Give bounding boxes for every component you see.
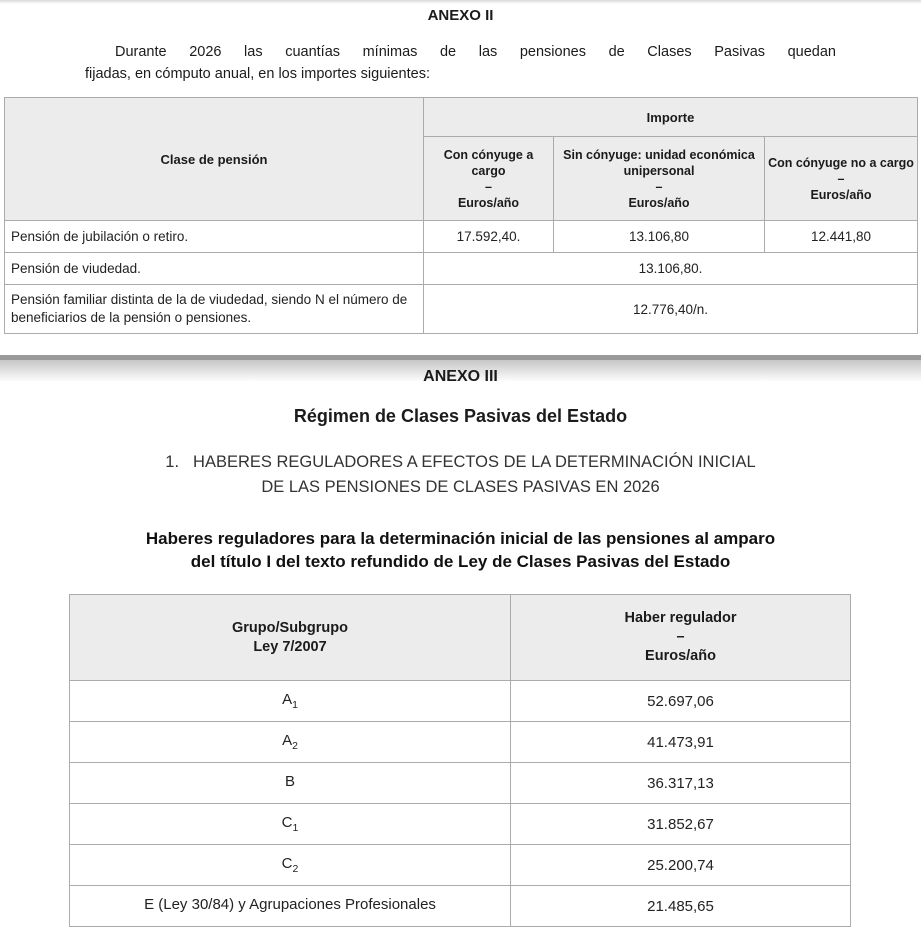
group-cell bbox=[70, 886, 511, 927]
pension-class-cell: Pensión de viudedad. bbox=[5, 253, 424, 285]
column-unit: Euros/año bbox=[645, 648, 716, 664]
group-label: E (Ley 30/84) y Agrupaciones Profesionales bbox=[144, 896, 436, 913]
column-title: Grupo/Subgrupo bbox=[232, 619, 348, 636]
column-dash: – bbox=[485, 179, 492, 194]
group-cell bbox=[70, 804, 511, 845]
group-cell bbox=[70, 681, 511, 722]
page-edge-top bbox=[0, 0, 921, 4]
group-label: A bbox=[282, 691, 293, 708]
amount-cell: 21.485,65 bbox=[511, 886, 851, 927]
column-unit: Euros/año bbox=[457, 195, 520, 210]
table-row bbox=[70, 804, 851, 845]
section-number: 1. bbox=[165, 453, 180, 471]
column-title: Con cónyuge no a cargo bbox=[768, 155, 914, 170]
haberes-subheading-line2: del título I del texto refundido de Ley de Clases Pasivas del Estado bbox=[190, 552, 731, 571]
section-1-heading bbox=[0, 450, 921, 500]
amount-cell: 41.473,91 bbox=[511, 722, 851, 763]
column-title: Con cónyuge a cargo bbox=[443, 147, 534, 178]
group-label: C bbox=[281, 855, 293, 872]
group-cell bbox=[70, 722, 511, 763]
pension-class-cell: Pensión de jubilación o retiro. bbox=[5, 221, 424, 253]
group-subscript: 2 bbox=[292, 740, 298, 752]
amount-cell: 12.441,80 bbox=[765, 221, 918, 253]
amount-cell-merged: 12.776,40/n. bbox=[424, 285, 918, 334]
anexo2-intro bbox=[85, 42, 836, 85]
group-label: A bbox=[282, 732, 293, 749]
column-title: Sin cónyuge: unidad económica unipersonal bbox=[563, 147, 755, 178]
group-subscript: 1 bbox=[292, 822, 299, 834]
amount-cell: 13.106,80 bbox=[554, 221, 765, 253]
column-dash: – bbox=[837, 171, 845, 186]
amount-cell: 31.852,67 bbox=[511, 804, 851, 845]
table-row bbox=[70, 681, 851, 722]
minimum-pensions-table bbox=[4, 97, 918, 334]
group-label: C bbox=[281, 814, 293, 831]
column-header-haber-regulador bbox=[511, 595, 851, 681]
haberes-subheading-line1: Haberes reguladores para la determinación inicial de las pensiones al amparo bbox=[145, 529, 776, 548]
anexo3-title: ANEXO III bbox=[423, 368, 498, 385]
regimen-subtitle: Régimen de Clases Pasivas del Estado bbox=[293, 406, 628, 426]
group-subscript: 2 bbox=[292, 863, 299, 875]
amount-cell: 25.200,74 bbox=[511, 845, 851, 886]
column-header-con-conyuge-a-cargo bbox=[424, 137, 554, 221]
table-row bbox=[5, 221, 918, 253]
column-header-con-conyuge-no-a-cargo bbox=[765, 137, 918, 221]
section-heading-text: HABERES REGULADORES A EFECTOS DE LA DETERMINACIÓN INICIAL bbox=[193, 453, 756, 471]
anexo2-title: ANEXO II bbox=[427, 7, 494, 24]
column-unit: Euros/año bbox=[628, 195, 690, 210]
column-header-grupo-subgrupo bbox=[70, 595, 511, 681]
haberes-reguladores-table bbox=[69, 594, 851, 927]
table-row bbox=[70, 886, 851, 927]
table-row bbox=[70, 845, 851, 886]
table-header-row bbox=[70, 595, 851, 681]
column-unit: Euros/año bbox=[810, 187, 872, 202]
anexo2-intro-line1: Durante 2026 las cuantías mínimas de las pensiones de Clases Pasivas quedan bbox=[115, 44, 836, 60]
pension-class-cell: Pensión familiar distinta de la de viudedad, siendo N el número de beneficiarios de la pensión o pensiones. bbox=[5, 285, 424, 334]
amount-cell: 52.697,06 bbox=[511, 681, 851, 722]
section-1-heading-line1 bbox=[0, 450, 921, 475]
column-title: Haber regulador bbox=[624, 610, 737, 626]
table-row bbox=[5, 253, 918, 285]
column-group-importe: Importe bbox=[424, 98, 918, 137]
amount-cell: 36.317,13 bbox=[511, 763, 851, 804]
column-dash: – bbox=[655, 179, 663, 194]
group-cell bbox=[70, 845, 511, 886]
anexo2-intro-line2: fijadas, en cómputo anual, en los importes siguientes: bbox=[85, 65, 430, 82]
table-row bbox=[70, 763, 851, 804]
column-header-clase-de-pension: Clase de pensión bbox=[5, 98, 424, 221]
amount-cell: 17.592,40. bbox=[424, 221, 554, 253]
haberes-subheading bbox=[0, 527, 921, 573]
column-dash: – bbox=[676, 629, 685, 645]
table-row bbox=[5, 285, 918, 334]
column-title-line2: Ley 7/2007 bbox=[253, 638, 327, 655]
group-cell bbox=[70, 763, 511, 804]
column-header-sin-conyuge bbox=[554, 137, 765, 221]
group-label: B bbox=[284, 773, 295, 790]
amount-cell-merged: 13.106,80. bbox=[424, 253, 918, 285]
group-subscript: 1 bbox=[292, 699, 298, 711]
table-row bbox=[70, 722, 851, 763]
table-header-row bbox=[5, 98, 918, 137]
section-1-heading-line2: DE LAS PENSIONES DE CLASES PASIVAS EN 2026 bbox=[261, 478, 660, 496]
